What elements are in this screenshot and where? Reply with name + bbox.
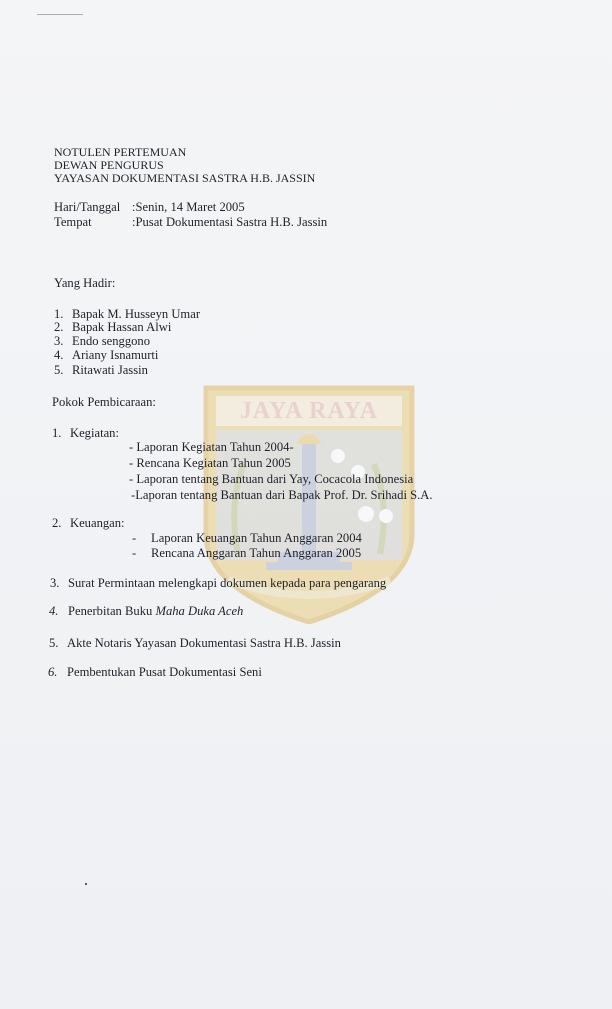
agenda-item-1-number: 1. — [52, 426, 62, 440]
agenda-item-4-number: 4. — [49, 604, 59, 618]
attendee-name: Ariany Isnamurti — [72, 348, 159, 362]
attendee-name: Bapak Hassan Alwi — [72, 320, 172, 334]
agenda-item-2-sub: Laporan Keuangan Tahun Anggaran 2004 — [151, 531, 362, 545]
agenda-item-1-label: Kegiatan: — [70, 426, 119, 440]
agenda-item-1-sub: - Laporan Kegiatan Tahun 2004- — [129, 440, 294, 454]
attendee-number: 3. — [54, 334, 64, 348]
agenda-item-6-number: 6. — [48, 665, 58, 679]
agenda-item-2-label: Keuangan: — [70, 516, 125, 530]
agenda-heading: Pokok Pembicaraan: — [52, 395, 156, 409]
agenda-item-1-sub: -Laporan tentang Bantuan dari Bapak Prof. Dr. Srihadi S.A. — [131, 488, 433, 502]
place-label: Tempat — [54, 215, 92, 229]
agenda-item-1-sub: - Rencana Kegiatan Tahun 2005 — [129, 456, 291, 470]
scan-corner-mark — [37, 14, 83, 15]
agenda-item-2-sub: Rencana Anggaran Tahun Anggaran 2005 — [151, 546, 362, 560]
attendees-heading: Yang Hadir: — [54, 276, 116, 290]
svg-text:JAYA RAYA: JAYA RAYA — [239, 398, 379, 424]
agenda-item-6-text: Pembentukan Pusat Dokumentasi Seni — [67, 665, 262, 679]
book-title: Maha Duka Aceh — [155, 604, 244, 618]
agenda-item-3-number: 3. — [50, 576, 60, 590]
date-value: :Senin, 14 Maret 2005 — [132, 200, 245, 214]
agenda-item-4-text — [68, 604, 243, 618]
attendee-name: Endo senggono — [72, 334, 151, 348]
header-line-2: DEWAN PENGURUS — [54, 158, 164, 172]
attendee-number: 1. — [54, 307, 64, 321]
attendee-number: 4. — [54, 348, 64, 362]
stray-ink-dot — [85, 883, 87, 885]
header-line-1: NOTULEN PERTEMUAN — [54, 145, 187, 159]
attendee-name: Bapak M. Husseyn Umar — [72, 307, 201, 321]
attendee-number: 2. — [54, 320, 64, 334]
agenda-item-5-number: 5. — [49, 636, 59, 650]
place-value: :Pusat Dokumentasi Sastra H.B. Jassin — [132, 215, 328, 229]
attendee-number: 5. — [54, 363, 64, 377]
agenda-item-2-bullet: - — [132, 531, 137, 545]
agenda-item-4-prefix: Penerbitan Buku — [68, 604, 156, 618]
attendee-name: Ritawati Jassin — [72, 363, 148, 377]
agenda-item-2-bullet: - — [132, 546, 137, 560]
agenda-item-5-text: Akte Notaris Yayasan Dokumentasi Sastra H.B. Jassin — [67, 636, 341, 650]
agenda-item-3-text: Surat Permintaan melengkapi dokumen kepada para pengarang — [68, 576, 387, 590]
agenda-item-2-number: 2. — [52, 516, 62, 530]
agenda-item-1-sub: - Laporan tentang Bantuan dari Yay, Cocacola Indonesia — [129, 472, 414, 486]
date-label: Hari/Tanggal — [54, 200, 121, 214]
header-line-3: YAYASAN DOKUMENTASI SASTRA H.B. JASSIN — [54, 171, 316, 185]
